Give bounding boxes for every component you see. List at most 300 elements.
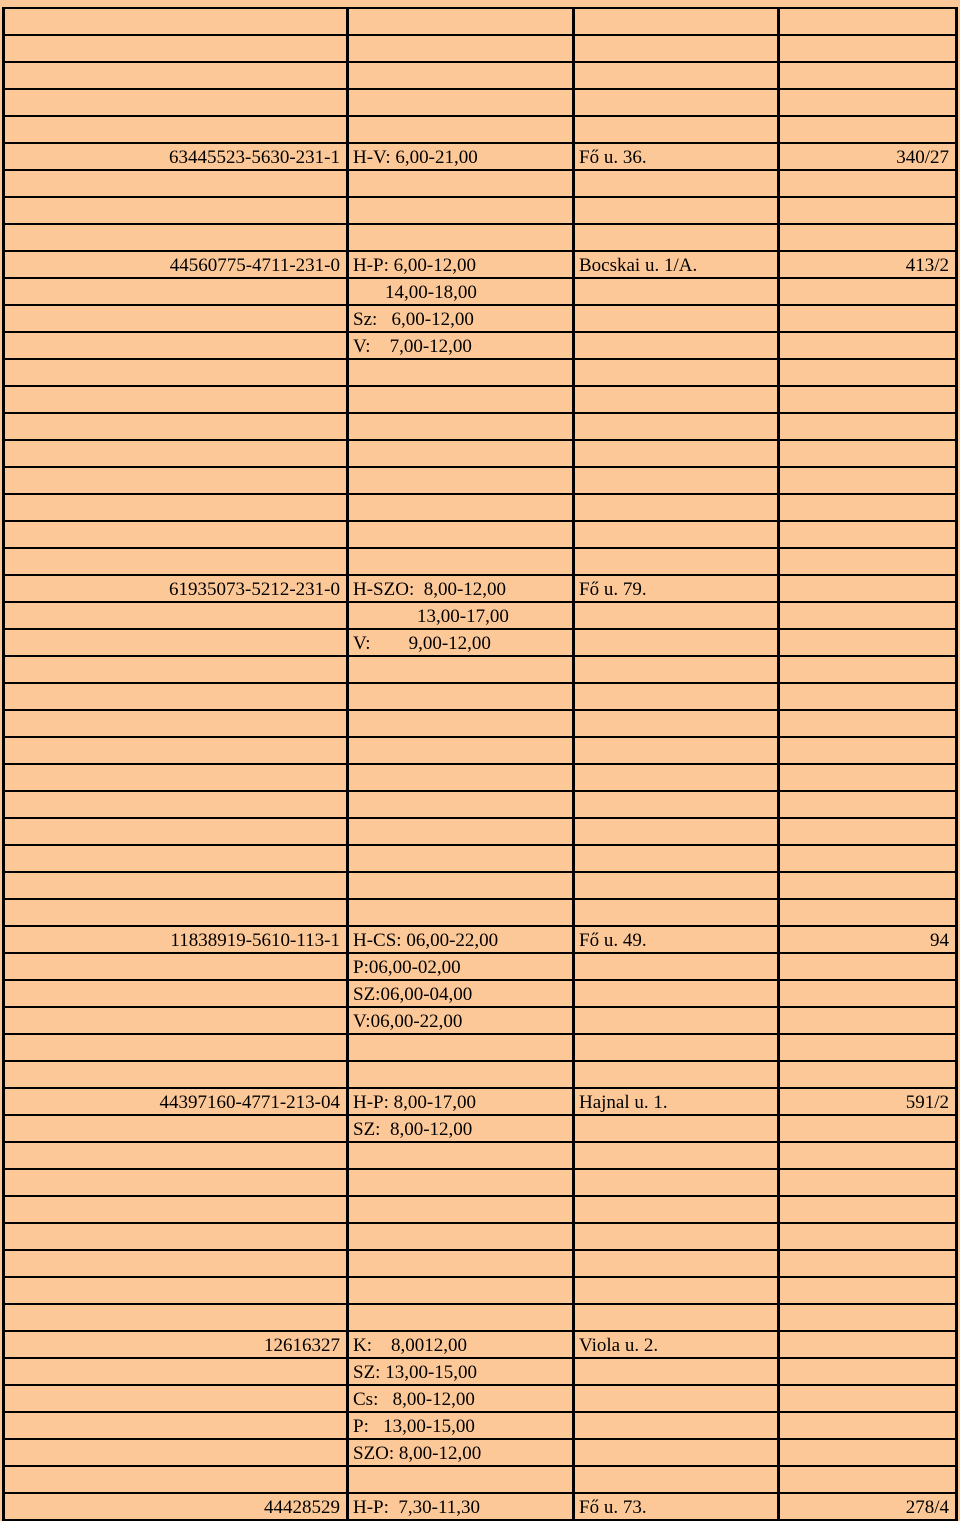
lot-cell — [777, 1033, 958, 1060]
lot-cell — [777, 790, 958, 817]
address-cell — [572, 7, 777, 34]
address-cell — [572, 223, 777, 250]
hours-cell — [346, 169, 572, 196]
lot-cell — [777, 817, 958, 844]
id-cell — [2, 655, 346, 682]
id-cell — [2, 223, 346, 250]
lot-cell — [777, 1303, 958, 1330]
hours-cell — [346, 1060, 572, 1087]
lot-cell — [777, 169, 958, 196]
lot-cell-text: 94 — [930, 930, 949, 951]
id-cell — [2, 1006, 346, 1033]
table-row — [0, 250, 960, 277]
address-cell — [572, 304, 777, 331]
id-cell — [2, 790, 346, 817]
id-cell-text: 12616327 — [264, 1335, 340, 1356]
table-row — [0, 1303, 960, 1330]
lot-cell — [777, 682, 958, 709]
table-row — [0, 898, 960, 925]
id-cell — [2, 628, 346, 655]
address-cell — [572, 1492, 777, 1519]
id-cell — [2, 871, 346, 898]
lot-cell — [777, 628, 958, 655]
address-cell — [572, 439, 777, 466]
hours-cell — [346, 1168, 572, 1195]
id-cell — [2, 601, 346, 628]
lot-cell — [777, 466, 958, 493]
hours-cell — [346, 574, 572, 601]
lot-cell — [777, 1087, 958, 1114]
hours-cell — [346, 115, 572, 142]
table-row — [0, 61, 960, 88]
id-cell — [2, 331, 346, 358]
id-cell — [2, 169, 346, 196]
hours-cell — [346, 844, 572, 871]
address-cell — [572, 1195, 777, 1222]
lot-cell — [777, 1330, 958, 1357]
table-row — [0, 439, 960, 466]
id-cell — [2, 412, 346, 439]
table-row — [0, 34, 960, 61]
table-row — [0, 1195, 960, 1222]
hours-cell — [346, 628, 572, 655]
table-row — [0, 871, 960, 898]
lot-cell — [777, 1357, 958, 1384]
lot-cell — [777, 61, 958, 88]
id-cell — [2, 277, 346, 304]
hours-cell — [346, 196, 572, 223]
address-cell — [572, 1276, 777, 1303]
table-row — [0, 682, 960, 709]
lot-cell — [777, 1411, 958, 1438]
address-cell — [572, 385, 777, 412]
id-cell — [2, 1357, 346, 1384]
hours-cell — [346, 7, 572, 34]
id-cell — [2, 1033, 346, 1060]
address-cell — [572, 871, 777, 898]
address-cell — [572, 1249, 777, 1276]
id-cell — [2, 763, 346, 790]
id-cell — [2, 439, 346, 466]
id-cell — [2, 61, 346, 88]
hours-cell — [346, 1384, 572, 1411]
hours-cell — [346, 682, 572, 709]
table-row — [0, 601, 960, 628]
table-row — [0, 925, 960, 952]
id-cell — [2, 493, 346, 520]
table-row — [0, 412, 960, 439]
lot-cell — [777, 1141, 958, 1168]
id-cell — [2, 385, 346, 412]
hours-cell-text: Sz: 6,00-12,00 — [353, 309, 474, 330]
id-cell-text: 61935073-5212-231-0 — [169, 579, 340, 600]
id-cell — [2, 1492, 346, 1519]
hours-cell — [346, 1033, 572, 1060]
id-cell — [2, 1330, 346, 1357]
address-cell — [572, 1168, 777, 1195]
hours-cell-text: 14,00-18,00 — [385, 282, 477, 303]
table-row — [0, 709, 960, 736]
hours-cell — [346, 1114, 572, 1141]
lot-cell — [777, 1168, 958, 1195]
hours-cell — [346, 304, 572, 331]
lot-cell — [777, 358, 958, 385]
hours-cell — [346, 466, 572, 493]
lot-cell-text: 591/2 — [905, 1092, 949, 1113]
hours-cell — [346, 655, 572, 682]
address-cell — [572, 547, 777, 574]
lot-cell — [777, 709, 958, 736]
lot-cell — [777, 925, 958, 952]
hours-cell — [346, 1411, 572, 1438]
hours-cell — [346, 1006, 572, 1033]
address-cell — [572, 1222, 777, 1249]
address-cell — [572, 709, 777, 736]
id-cell-text: 63445523-5630-231-1 — [169, 147, 340, 168]
hours-cell — [346, 763, 572, 790]
table-row — [0, 952, 960, 979]
address-cell — [572, 628, 777, 655]
hours-cell — [346, 601, 572, 628]
hours-cell — [346, 709, 572, 736]
id-cell — [2, 1384, 346, 1411]
id-cell — [2, 1114, 346, 1141]
lot-cell — [777, 1222, 958, 1249]
table-row — [0, 1060, 960, 1087]
table-row — [0, 817, 960, 844]
lot-cell — [777, 1006, 958, 1033]
id-cell — [2, 979, 346, 1006]
table-row — [0, 844, 960, 871]
id-cell — [2, 142, 346, 169]
address-cell — [572, 169, 777, 196]
lot-cell — [777, 439, 958, 466]
lot-cell — [777, 736, 958, 763]
hours-cell — [346, 790, 572, 817]
id-cell — [2, 304, 346, 331]
table-row — [0, 574, 960, 601]
lot-cell-text: 278/4 — [905, 1497, 949, 1518]
hours-cell — [346, 520, 572, 547]
table-row — [0, 1276, 960, 1303]
id-cell — [2, 1438, 346, 1465]
table-row — [0, 358, 960, 385]
hours-cell — [346, 898, 572, 925]
hours-cell — [346, 736, 572, 763]
hours-cell — [346, 817, 572, 844]
hours-cell — [346, 385, 572, 412]
address-cell — [572, 142, 777, 169]
hours-cell-text: SZ:06,00-04,00 — [353, 984, 473, 1005]
hours-cell — [346, 493, 572, 520]
hours-cell-text: V:06,00-22,00 — [353, 1011, 463, 1032]
table-row — [0, 655, 960, 682]
hours-cell — [346, 1276, 572, 1303]
address-cell — [572, 844, 777, 871]
id-cell — [2, 7, 346, 34]
address-cell — [572, 250, 777, 277]
hours-cell — [346, 1141, 572, 1168]
hours-cell-text: SZ: 8,00-12,00 — [353, 1119, 473, 1140]
lot-cell — [777, 223, 958, 250]
address-cell — [572, 1330, 777, 1357]
lot-cell — [777, 1492, 958, 1519]
id-cell — [2, 1249, 346, 1276]
table-row — [0, 520, 960, 547]
address-cell — [572, 682, 777, 709]
table-row — [0, 1168, 960, 1195]
address-cell — [572, 61, 777, 88]
hours-cell-text: H-P: 6,00-12,00 — [353, 255, 476, 276]
hours-cell — [346, 1087, 572, 1114]
address-cell — [572, 466, 777, 493]
hours-cell-text: V: 9,00-12,00 — [353, 633, 491, 654]
lot-cell — [777, 979, 958, 1006]
table-row — [0, 1438, 960, 1465]
table-row — [0, 1384, 960, 1411]
lot-cell — [777, 1249, 958, 1276]
hours-cell-text: V: 7,00-12,00 — [353, 336, 472, 357]
address-cell — [572, 115, 777, 142]
hours-cell — [346, 1438, 572, 1465]
address-cell — [572, 1087, 777, 1114]
table-row — [0, 763, 960, 790]
address-cell-text: Hajnal u. 1. — [579, 1092, 668, 1113]
lot-cell — [777, 1060, 958, 1087]
hours-cell-text: H-SZO: 8,00-12,00 — [353, 579, 507, 600]
hours-cell — [346, 871, 572, 898]
lot-cell — [777, 142, 958, 169]
hours-cell-text: H-V: 6,00-21,00 — [353, 147, 478, 168]
hours-cell-text: H-CS: 06,00-22,00 — [353, 930, 499, 951]
lot-cell — [777, 655, 958, 682]
lot-cell — [777, 1114, 958, 1141]
address-cell — [572, 898, 777, 925]
table-row — [0, 1330, 960, 1357]
id-cell — [2, 1195, 346, 1222]
address-cell — [572, 88, 777, 115]
hours-cell-text: SZ: 13,00-15,00 — [353, 1362, 478, 1383]
lot-cell — [777, 952, 958, 979]
table-row — [0, 736, 960, 763]
lot-cell — [777, 547, 958, 574]
id-cell — [2, 1141, 346, 1168]
address-cell — [572, 412, 777, 439]
hours-cell — [346, 925, 572, 952]
id-cell-text: 44428529 — [264, 1497, 340, 1518]
lot-cell — [777, 34, 958, 61]
id-cell — [2, 1222, 346, 1249]
table-row — [0, 304, 960, 331]
hours-cell-text: 13,00-17,00 — [417, 606, 509, 627]
address-cell — [572, 574, 777, 601]
address-cell — [572, 331, 777, 358]
address-cell — [572, 1114, 777, 1141]
hours-cell-text: P: 13,00-15,00 — [353, 1416, 475, 1437]
lot-cell — [777, 493, 958, 520]
lot-cell — [777, 763, 958, 790]
hours-cell — [346, 61, 572, 88]
id-cell — [2, 88, 346, 115]
lot-cell — [777, 412, 958, 439]
table-row — [0, 115, 960, 142]
id-cell — [2, 1060, 346, 1087]
lot-cell — [777, 115, 958, 142]
table-row — [0, 1114, 960, 1141]
hours-cell — [346, 412, 572, 439]
id-cell — [2, 952, 346, 979]
address-cell — [572, 196, 777, 223]
lot-cell — [777, 1384, 958, 1411]
hours-cell-text: H-P: 8,00-17,00 — [353, 1092, 476, 1113]
id-cell — [2, 898, 346, 925]
address-cell — [572, 34, 777, 61]
address-cell — [572, 1357, 777, 1384]
lot-cell — [777, 574, 958, 601]
id-cell — [2, 817, 346, 844]
address-cell-text: Bocskai u. 1/A. — [579, 255, 698, 276]
table-row — [0, 1141, 960, 1168]
address-cell — [572, 1060, 777, 1087]
table-row — [0, 493, 960, 520]
hours-cell — [346, 331, 572, 358]
hours-cell — [346, 1330, 572, 1357]
address-cell — [572, 277, 777, 304]
address-cell — [572, 601, 777, 628]
id-cell — [2, 547, 346, 574]
table-row — [0, 547, 960, 574]
lot-cell — [777, 898, 958, 925]
hours-cell — [346, 1249, 572, 1276]
hours-cell-text: Cs: 8,00-12,00 — [353, 1389, 475, 1410]
id-cell-text: 44397160-4771-213-04 — [159, 1092, 340, 1113]
lot-cell — [777, 844, 958, 871]
address-cell — [572, 1465, 777, 1492]
hours-cell — [346, 1222, 572, 1249]
id-cell — [2, 709, 346, 736]
hours-cell — [346, 952, 572, 979]
address-cell — [572, 817, 777, 844]
address-cell — [572, 979, 777, 1006]
lot-cell — [777, 385, 958, 412]
address-cell-text: Fő u. 73. — [579, 1497, 647, 1518]
hours-cell — [346, 547, 572, 574]
lot-cell — [777, 1195, 958, 1222]
id-cell — [2, 844, 346, 871]
address-cell — [572, 358, 777, 385]
table-row — [0, 331, 960, 358]
id-cell — [2, 1411, 346, 1438]
lot-cell-text: 340/27 — [896, 147, 949, 168]
table-row — [0, 466, 960, 493]
id-cell — [2, 1276, 346, 1303]
id-cell — [2, 358, 346, 385]
hours-cell — [346, 979, 572, 1006]
table-row — [0, 223, 960, 250]
id-cell — [2, 682, 346, 709]
table-row — [0, 1033, 960, 1060]
hours-cell — [346, 277, 572, 304]
table-row — [0, 277, 960, 304]
address-cell — [572, 1141, 777, 1168]
id-cell — [2, 1168, 346, 1195]
lot-cell — [777, 250, 958, 277]
table-row — [0, 7, 960, 34]
address-cell — [572, 763, 777, 790]
table-row — [0, 1006, 960, 1033]
address-cell — [572, 1438, 777, 1465]
id-cell — [2, 1465, 346, 1492]
id-cell — [2, 1087, 346, 1114]
id-cell — [2, 925, 346, 952]
hours-cell — [346, 250, 572, 277]
address-cell — [572, 520, 777, 547]
hours-cell — [346, 142, 572, 169]
id-cell — [2, 574, 346, 601]
table-row — [0, 169, 960, 196]
table-row — [0, 979, 960, 1006]
address-cell — [572, 1384, 777, 1411]
hours-cell — [346, 1357, 572, 1384]
hours-cell — [346, 1195, 572, 1222]
address-cell — [572, 952, 777, 979]
table-row — [0, 88, 960, 115]
id-cell — [2, 34, 346, 61]
hours-cell — [346, 223, 572, 250]
hours-cell-text: SZO: 8,00-12,00 — [353, 1443, 482, 1464]
lot-cell — [777, 277, 958, 304]
table-row — [0, 1222, 960, 1249]
hours-cell-text: K: 8,0012,00 — [353, 1335, 467, 1356]
id-cell — [2, 1303, 346, 1330]
id-cell — [2, 466, 346, 493]
lot-cell — [777, 196, 958, 223]
id-cell-text: 11838919-5610-113-1 — [170, 930, 340, 951]
id-cell-text: 44560775-4711-231-0 — [169, 255, 340, 276]
table-row — [0, 628, 960, 655]
hours-cell — [346, 88, 572, 115]
id-cell — [2, 250, 346, 277]
address-cell-text: Fő u. 79. — [579, 579, 647, 600]
id-cell — [2, 196, 346, 223]
hours-cell — [346, 1303, 572, 1330]
lot-cell — [777, 1465, 958, 1492]
table-row — [0, 1357, 960, 1384]
table-row — [0, 196, 960, 223]
id-cell — [2, 736, 346, 763]
address-cell-text: Fő u. 49. — [579, 930, 647, 951]
address-cell — [572, 736, 777, 763]
table-row — [0, 142, 960, 169]
table-row — [0, 790, 960, 817]
address-cell — [572, 1006, 777, 1033]
table-row — [0, 385, 960, 412]
lot-cell — [777, 601, 958, 628]
hours-cell — [346, 1492, 572, 1519]
table-row — [0, 1492, 960, 1519]
id-cell — [2, 520, 346, 547]
address-cell — [572, 1033, 777, 1060]
address-cell — [572, 493, 777, 520]
lot-cell — [777, 520, 958, 547]
table-row — [0, 1087, 960, 1114]
id-cell — [2, 115, 346, 142]
address-cell — [572, 1411, 777, 1438]
lot-cell — [777, 331, 958, 358]
address-cell — [572, 655, 777, 682]
lot-cell — [777, 304, 958, 331]
lot-cell — [777, 871, 958, 898]
